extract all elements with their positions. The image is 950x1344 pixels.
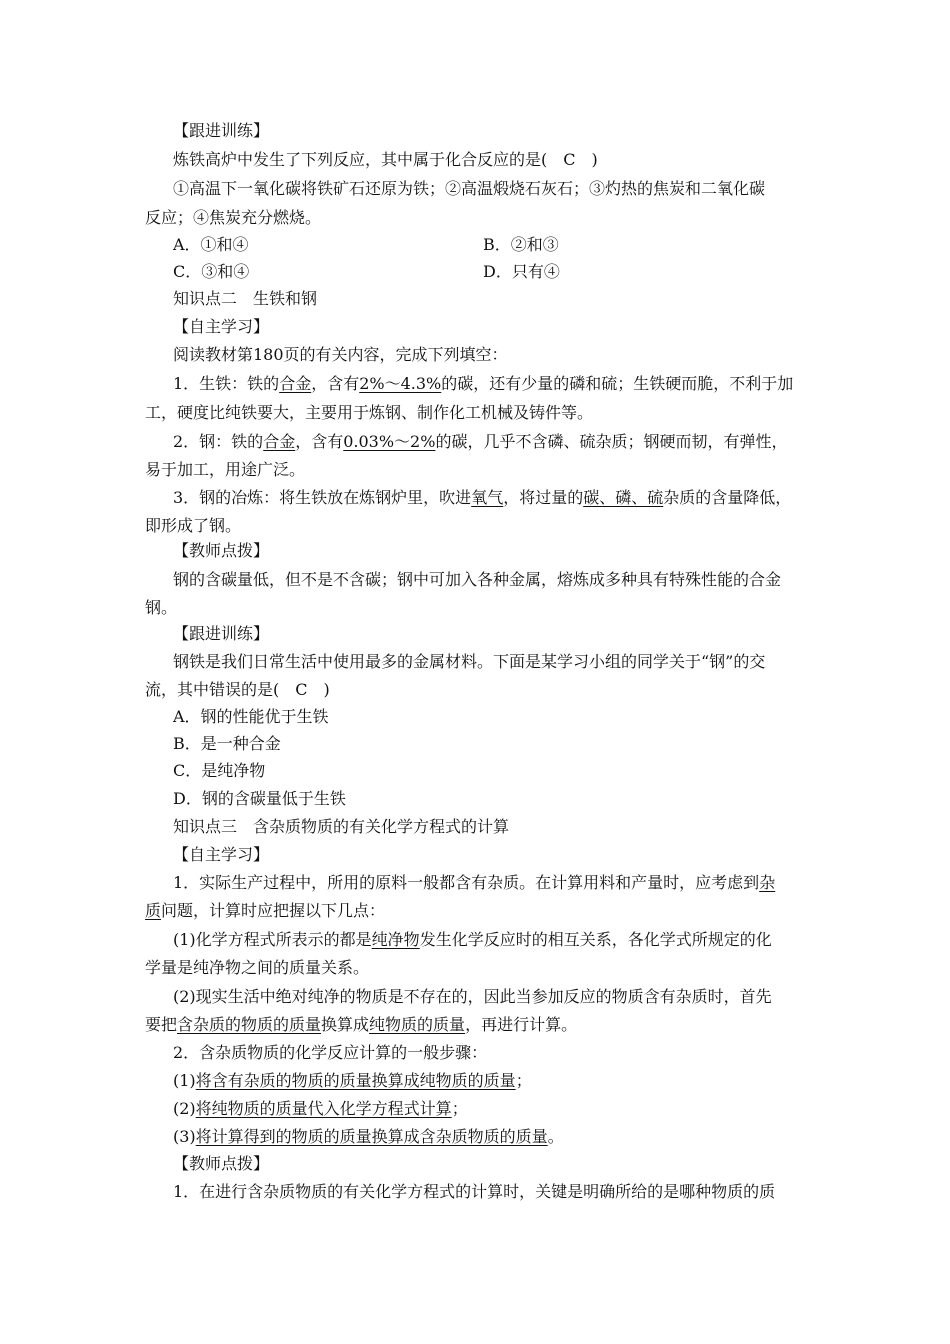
paragraph-intro: 阅读教材第180页的有关内容，完成下列填空： <box>173 345 508 364</box>
answer-blank: 将计算得到的物质的质量换算成含杂质物质的质量 <box>195 1127 548 1146</box>
option-d: D．只有④ <box>483 262 560 281</box>
answer-blank: 质 <box>145 901 162 920</box>
option-b: B．②和③ <box>483 235 559 254</box>
paragraph-steps-intro: 2．含杂质物质的化学反应计算的一般步骤： <box>173 1043 488 1062</box>
step-1: (1)将含有杂质的物质的质量换算成纯物质的质量； <box>173 1071 532 1090</box>
question-stem-continued: 反应；④焦炭充分燃烧。 <box>145 208 322 227</box>
answer-blank: 氧气 <box>471 488 504 507</box>
question-stem: ①高温下一氧化碳将铁矿石还原为铁；②高温煅烧石灰石；③灼热的焦炭和二氧化碳 <box>173 179 766 198</box>
question-text: 钢铁是我们日常生活中使用最多的金属材料。下面是某学习小组的同学关于“钢”的交 <box>173 652 766 671</box>
option-b: B．是一种合金 <box>173 734 281 753</box>
answer-blank: 含杂质的物质的质量 <box>177 1015 322 1034</box>
answer-blank: 杂 <box>759 873 776 892</box>
knowledge-point-title: 知识点二 生铁和钢 <box>173 289 318 308</box>
answer-blank: 0.03%～2% <box>343 432 436 451</box>
answer-blank: 2%～4.3% <box>359 374 442 393</box>
question-text-continued: 流，其中错误的是( C ) <box>145 680 330 699</box>
option-d: D．钢的含碳量低于生铁 <box>173 789 346 808</box>
teacher-note: 1．在进行含杂质物质的有关化学方程式的计算时，关键是明确所给的是哪种物质的质 <box>173 1182 776 1201</box>
answer-blank: 碳、磷、硫 <box>583 488 664 507</box>
step-2: (2)将纯物质的质量代入化学方程式计算； <box>173 1099 468 1118</box>
point-2: (2)现实生活中绝对纯净的物质是不存在的，因此当参加反应的物质含有杂质时，首先 <box>173 987 772 1006</box>
point-1-continued: 学量是纯净物之间的质量关系。 <box>145 958 370 977</box>
paragraph-impurities: 1．实际生产过程中，所用的原料一般都含有杂质。在计算用料和产量时，应考虑到杂 <box>173 873 776 892</box>
section-heading: 【教师点拨】 <box>173 1154 270 1173</box>
answer-blank: 合金 <box>279 374 312 393</box>
section-heading: 【跟进训练】 <box>173 121 270 140</box>
answer-blank: 将含有杂质的物质的质量换算成纯物质的质量 <box>195 1071 516 1090</box>
answer-blank: 纯净物 <box>371 930 420 949</box>
option-c: C．是纯净物 <box>173 761 266 780</box>
paragraph-steel: 2．钢：铁的合金，含有0.03%～2%的碳，几乎不含磷、硫杂质；钢硬而韧，有弹性， <box>173 432 788 451</box>
knowledge-point-title: 知识点三 含杂质物质的有关化学方程式的计算 <box>173 817 510 836</box>
paragraph-continued: 易于加工，用途广泛。 <box>145 460 306 479</box>
option-a: A．钢的性能优于生铁 <box>173 707 329 726</box>
paragraph-continued: 即形成了钢。 <box>145 516 242 535</box>
step-3: (3)将计算得到的物质的质量换算成含杂质物质的质量。 <box>173 1127 564 1146</box>
option-a: A．①和④ <box>173 235 249 254</box>
section-heading: 【自主学习】 <box>173 845 270 864</box>
question-text: 炼铁高炉中发生了下列反应，其中属于化合反应的是( C ) <box>173 150 598 169</box>
paragraph-continued: 质问题，计算时应把握以下几点： <box>145 901 386 920</box>
section-heading: 【跟进训练】 <box>173 624 270 643</box>
paragraph-pig-iron: 1．生铁：铁的合金，含有2%～4.3%的碳，还有少量的磷和硫；生铁硬而脆，不利于加 <box>173 374 794 393</box>
section-heading: 【自主学习】 <box>173 317 270 336</box>
point-1: (1)化学方程式所表示的都是纯净物发生化学反应时的相互关系，各化学式所规定的化 <box>173 930 772 949</box>
point-2-continued: 要把含杂质的物质的质量换算成纯物质的质量，再进行计算。 <box>145 1015 578 1034</box>
paragraph-steelmaking: 3．钢的冶炼：将生铁放在炼钢炉里，吹进氧气，将过量的碳、磷、硫杂质的含量降低， <box>173 488 792 507</box>
paragraph-continued: 工，硬度比纯铁要大，主要用于炼钢、制作化工机械及铸件等。 <box>145 403 594 422</box>
teacher-note: 钢的含碳量低，但不是不含碳；钢中可加入各种金属，熔炼成多种具有特殊性能的合金 <box>173 570 782 589</box>
answer-blank: 合金 <box>263 432 296 451</box>
option-c: C．③和④ <box>173 262 250 281</box>
section-heading: 【教师点拨】 <box>173 541 270 560</box>
answer-blank: 纯物质的质量 <box>369 1015 466 1034</box>
answer-blank: 将纯物质的质量代入化学方程式计算 <box>195 1099 452 1118</box>
teacher-note-continued: 钢。 <box>145 598 178 617</box>
